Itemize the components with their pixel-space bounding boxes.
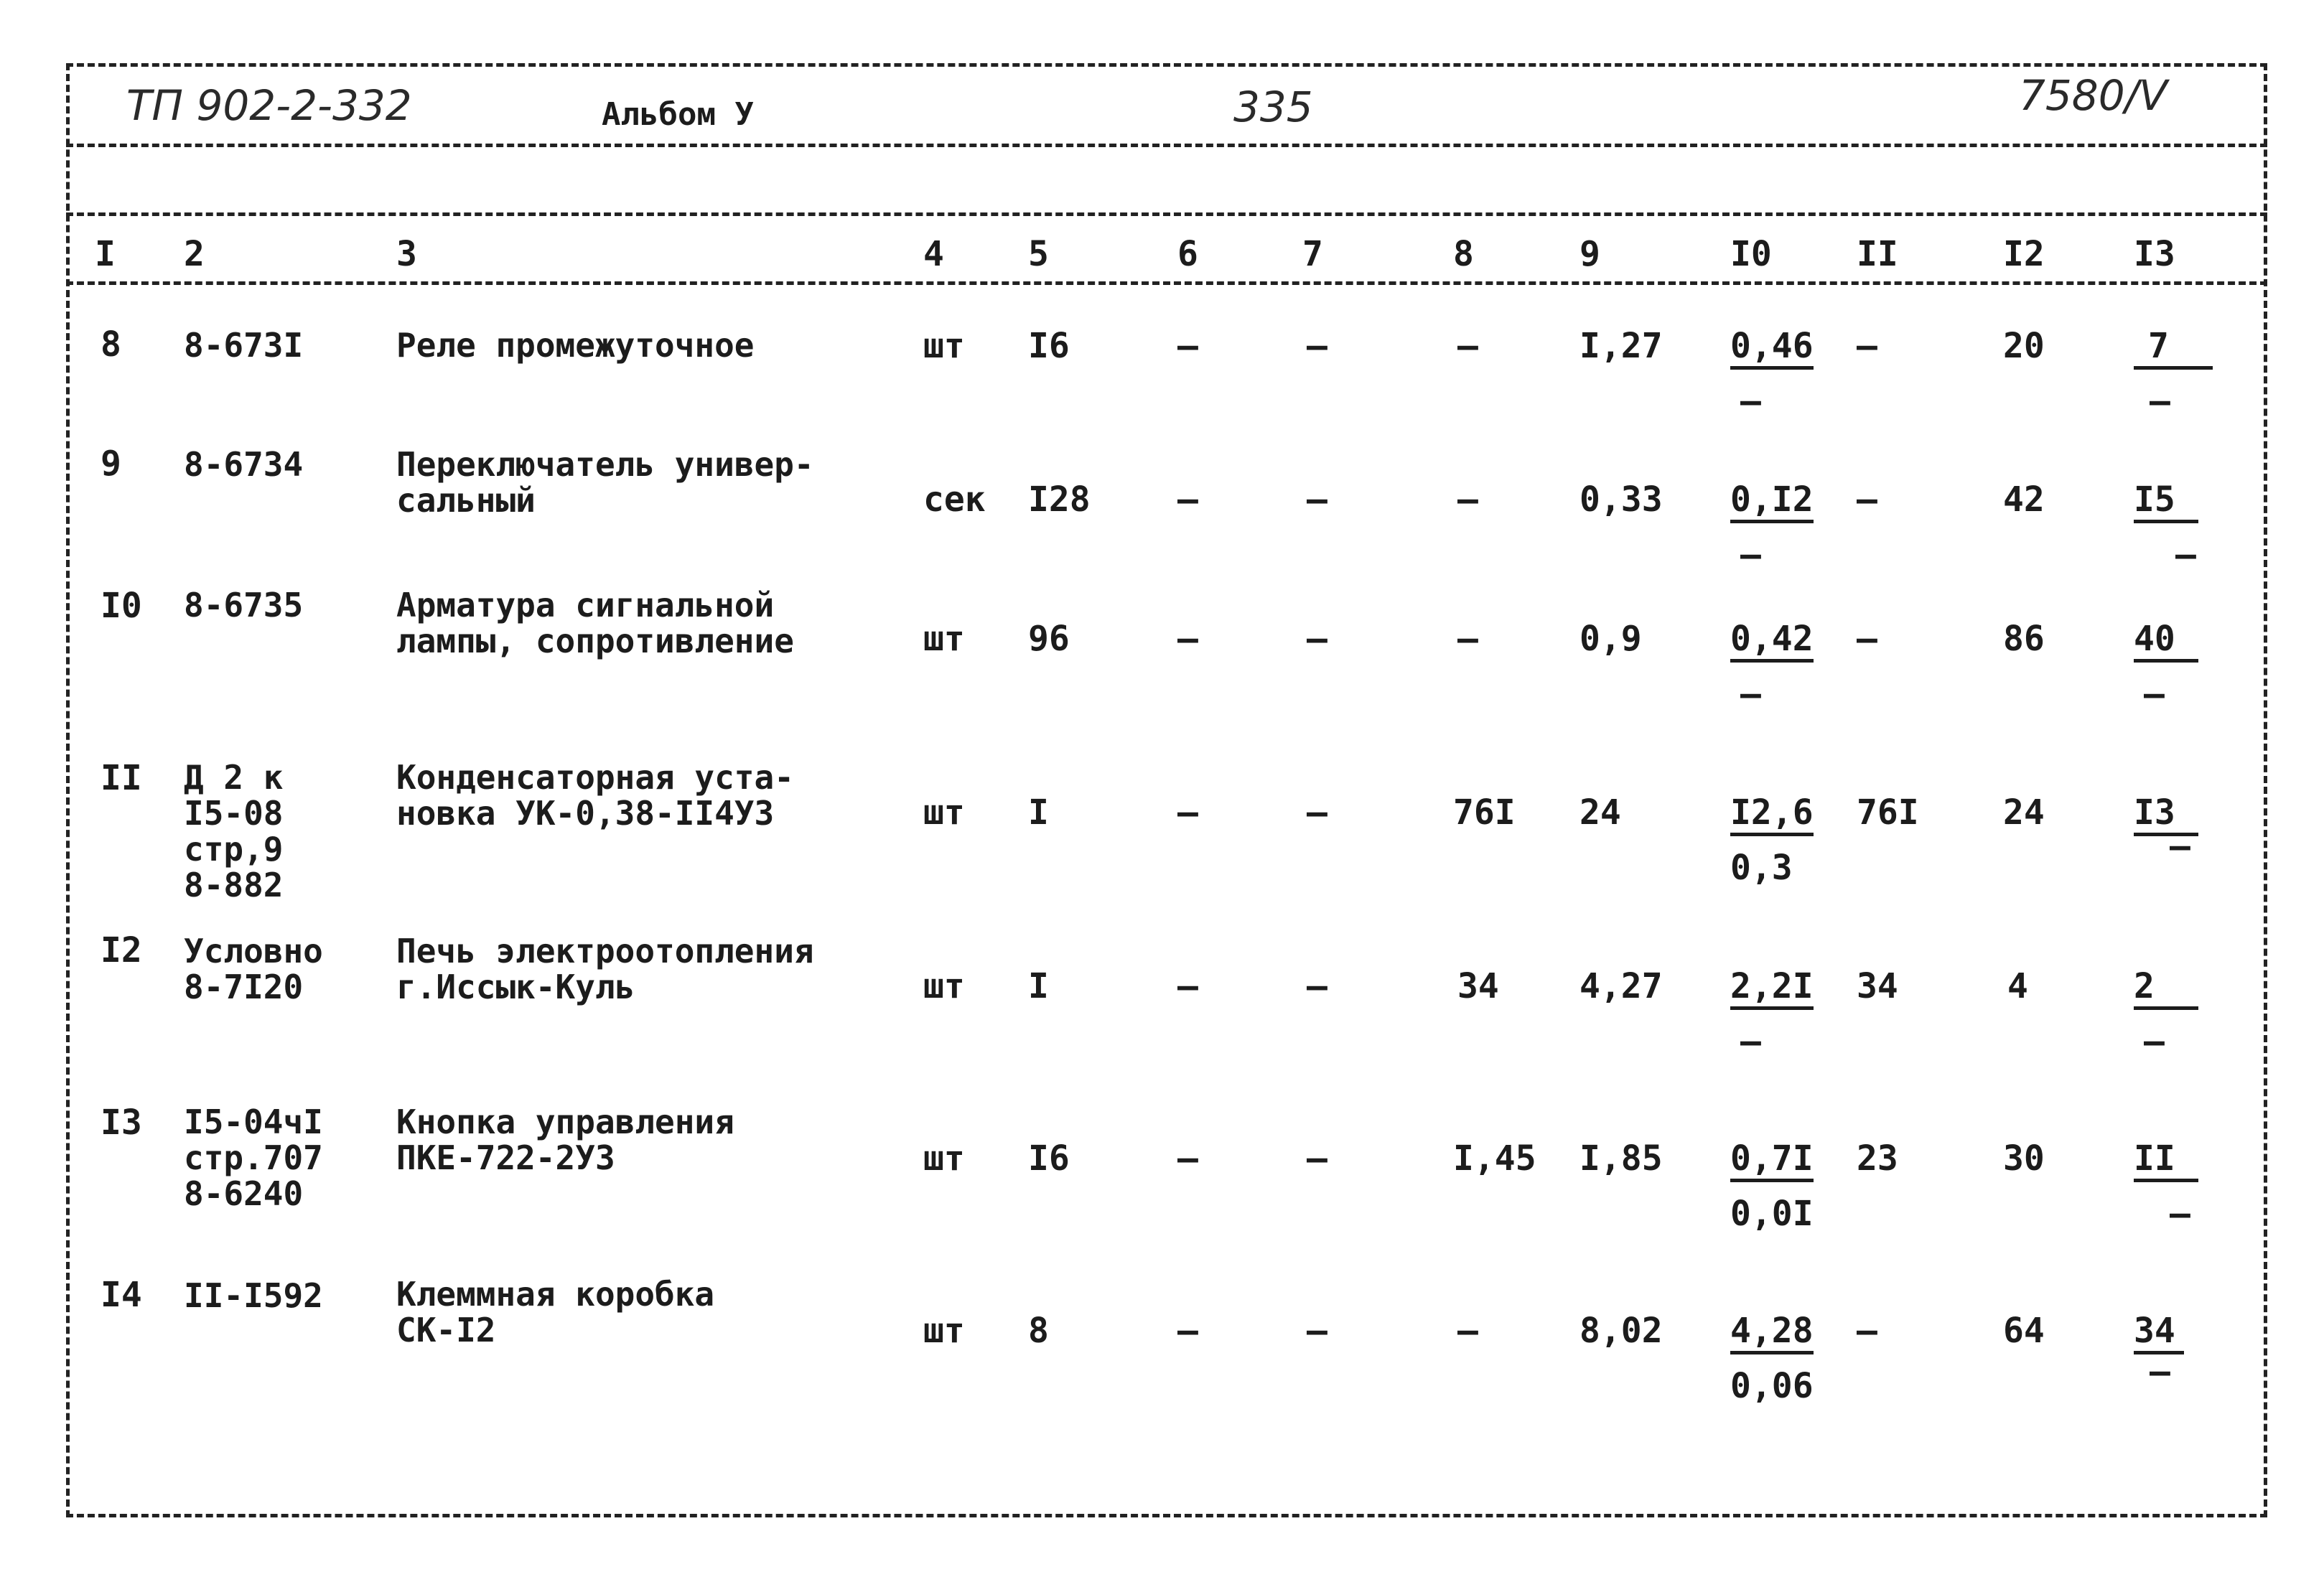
col-header-9: 9 xyxy=(1579,234,1600,274)
col10-bottom: 0,06 xyxy=(1730,1366,1814,1406)
col6-value: – xyxy=(1177,1138,1198,1179)
row-number: 9 xyxy=(101,444,121,484)
price-code: Условно 8-7I20 xyxy=(184,932,323,1006)
col9-value: 24 xyxy=(1579,792,1621,833)
col11-value: – xyxy=(1857,619,1877,659)
col9-value: 8,02 xyxy=(1579,1311,1663,1351)
col13-top: 34 xyxy=(2134,1314,2184,1354)
item-name: Переключатель универ- сальный xyxy=(396,445,814,520)
col11-value: 34 xyxy=(1857,966,1898,1006)
col6-value: – xyxy=(1177,1311,1198,1351)
archive-number: 7580/V xyxy=(2019,71,2167,120)
col7-value: – xyxy=(1307,966,1327,1006)
col12-value: 64 xyxy=(2003,1311,2045,1351)
title-divider xyxy=(66,144,2267,147)
row-number: I3 xyxy=(101,1103,142,1143)
col9-value: I,27 xyxy=(1579,326,1663,366)
col10-bottom: – xyxy=(1740,674,1761,714)
unit: шт xyxy=(923,1138,965,1179)
price-code: Д 2 к I5-08 стр,9 8-882 xyxy=(184,758,284,904)
quantity: I xyxy=(1028,792,1049,833)
col13-top: I5 xyxy=(2134,482,2198,523)
col-header-5: 5 xyxy=(1028,234,1049,274)
unit: шт xyxy=(923,619,965,659)
col-header-11: II xyxy=(1857,234,1898,274)
row-number: I0 xyxy=(101,586,142,626)
price-code: 8-673I xyxy=(184,326,304,365)
col13-bottom: – xyxy=(2150,1352,2170,1392)
quantity: 96 xyxy=(1028,619,1070,659)
col10-top: 0,46 xyxy=(1730,329,1814,370)
row-number: II xyxy=(101,758,142,798)
quantity: I xyxy=(1028,966,1049,1006)
col10-fraction xyxy=(1730,792,1814,888)
col13-top: 40 xyxy=(2134,622,2198,663)
col-header-12: I2 xyxy=(2003,234,2045,274)
col6-value: – xyxy=(1177,479,1198,520)
col13-bottom: – xyxy=(2170,826,2190,866)
item-name: Печь электроотопления г.Иссык-Куль xyxy=(396,932,814,1006)
col11-value: – xyxy=(1857,326,1877,366)
col7-value: – xyxy=(1307,1138,1327,1179)
col13-bottom: – xyxy=(2175,535,2196,575)
col10-top: 4,28 xyxy=(1730,1314,1814,1354)
col10-bottom: – xyxy=(1740,535,1761,575)
item-name: Реле промежуточное xyxy=(396,326,755,365)
col-header-8: 8 xyxy=(1453,234,1474,274)
unit: шт xyxy=(923,326,965,366)
col12-value: 42 xyxy=(2003,479,2045,520)
col8-value: – xyxy=(1457,326,1478,366)
price-code: I5-04чI стр.707 8-6240 xyxy=(184,1103,323,1213)
col12-value: 86 xyxy=(2003,619,2045,659)
col8-value: 34 xyxy=(1457,966,1499,1006)
unit: шт xyxy=(923,792,965,833)
col-header-4: 4 xyxy=(923,234,944,274)
row-number: 8 xyxy=(101,324,121,365)
col13-bottom: – xyxy=(2144,1021,2165,1062)
col12-value: 24 xyxy=(2003,792,2045,833)
col6-value: – xyxy=(1177,619,1198,659)
col10-fraction xyxy=(1730,479,1814,575)
col7-value: – xyxy=(1307,619,1327,659)
col9-value: 0,33 xyxy=(1579,479,1663,520)
col-header-6: 6 xyxy=(1177,234,1198,274)
col7-value: – xyxy=(1307,326,1327,366)
col10-fraction xyxy=(1730,1311,1814,1406)
item-name: Арматура сигнальной лампы, сопротивление xyxy=(396,586,794,660)
col13-bottom: – xyxy=(2170,1194,2190,1234)
col11-value: – xyxy=(1857,1311,1877,1351)
price-code: 8-6735 xyxy=(184,586,304,624)
col12-value: 20 xyxy=(2003,326,2045,366)
col13-bottom: – xyxy=(2144,674,2165,714)
item-name: Клеммная коробка СК-I2 xyxy=(396,1275,715,1349)
col-header-13: I3 xyxy=(2134,234,2175,274)
col10-fraction xyxy=(1730,1138,1814,1234)
col7-value: – xyxy=(1307,792,1327,833)
col9-value: 0,9 xyxy=(1579,619,1642,659)
album-label: Альбом У xyxy=(602,96,754,133)
quantity: I28 xyxy=(1028,479,1091,520)
col13-fraction xyxy=(2134,1138,2198,1234)
col8-value: – xyxy=(1457,1311,1478,1351)
col11-value: – xyxy=(1857,479,1877,520)
col13-fraction xyxy=(2134,792,2198,866)
col10-bottom: – xyxy=(1740,1021,1761,1062)
col10-bottom: – xyxy=(1740,381,1761,421)
col7-value: – xyxy=(1307,1311,1327,1351)
col10-fraction xyxy=(1730,966,1814,1062)
col11-value: 76I xyxy=(1857,792,1919,833)
col13-fraction xyxy=(2134,619,2198,714)
quantity: I6 xyxy=(1028,1138,1070,1179)
table-top-rule xyxy=(66,212,2267,216)
col9-value: 4,27 xyxy=(1579,966,1663,1006)
item-name: Конденсаторная уста- новка УК-0,38-II4У3 xyxy=(396,758,794,833)
col10-top: I2,6 xyxy=(1730,795,1814,836)
row-number: I4 xyxy=(101,1275,142,1315)
col13-fraction xyxy=(2134,326,2213,421)
col13-top: 2 xyxy=(2134,969,2198,1010)
col-header-3: 3 xyxy=(396,234,417,274)
col8-value: – xyxy=(1457,619,1478,659)
col12-value: 30 xyxy=(2003,1138,2045,1179)
col10-top: 0,I2 xyxy=(1730,482,1814,523)
unit: сек xyxy=(923,479,986,520)
col10-bottom: 0,0I xyxy=(1730,1194,1814,1234)
col-header-2: 2 xyxy=(184,234,205,274)
unit: шт xyxy=(923,1311,965,1351)
col13-top: II xyxy=(2134,1141,2198,1182)
row-number: I2 xyxy=(101,930,142,970)
col13-fraction xyxy=(2134,479,2198,575)
col-header-1: I xyxy=(95,234,116,274)
col6-value: – xyxy=(1177,966,1198,1006)
col9-value: I,85 xyxy=(1579,1138,1663,1179)
price-code: 8-6734 xyxy=(184,445,304,484)
col-header-10: I0 xyxy=(1730,234,1772,274)
col10-top: 2,2I xyxy=(1730,969,1814,1010)
unit: шт xyxy=(923,966,965,1006)
col8-value: 76I xyxy=(1453,792,1516,833)
quantity: 8 xyxy=(1028,1311,1049,1351)
price-code: II-I592 xyxy=(184,1276,323,1315)
col13-top: 7 xyxy=(2134,329,2213,370)
col13-fraction xyxy=(2134,1311,2184,1392)
col10-bottom: 0,3 xyxy=(1730,848,1793,888)
col6-value: – xyxy=(1177,326,1198,366)
col10-fraction xyxy=(1730,326,1814,421)
column-header-rule xyxy=(66,281,2267,285)
col12-value: 4 xyxy=(2007,966,2028,1006)
col13-fraction xyxy=(2134,966,2198,1062)
col13-top: I3 xyxy=(2134,795,2198,836)
col10-top: 0,42 xyxy=(1730,622,1814,663)
col10-fraction xyxy=(1730,619,1814,714)
item-name: Кнопка управления ПКЕ-722-2У3 xyxy=(396,1103,734,1177)
col11-value: 23 xyxy=(1857,1138,1898,1179)
col10-top: 0,7I xyxy=(1730,1141,1814,1182)
doc-code: ТП 902-2-332 xyxy=(126,81,412,130)
col8-value: – xyxy=(1457,479,1478,520)
col13-bottom: – xyxy=(2150,381,2170,421)
col6-value: – xyxy=(1177,792,1198,833)
col-header-7: 7 xyxy=(1302,234,1323,274)
page-number: 335 xyxy=(1233,83,1313,131)
col8-value: I,45 xyxy=(1453,1138,1536,1179)
quantity: I6 xyxy=(1028,326,1070,366)
col7-value: – xyxy=(1307,479,1327,520)
